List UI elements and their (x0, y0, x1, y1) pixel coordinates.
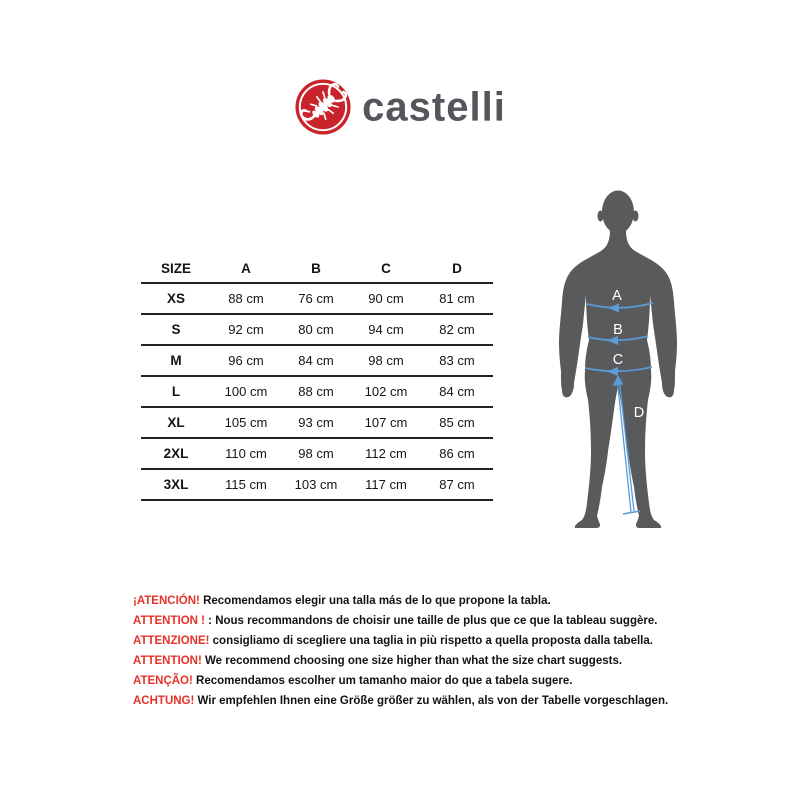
col-header-c: C (381, 261, 391, 276)
size-label: S (171, 322, 181, 337)
value-b: 98 cm (298, 446, 334, 461)
brand-wordmark: castelli (362, 84, 506, 130)
label-a: A (612, 288, 622, 304)
value-a: 96 cm (228, 353, 264, 368)
table-row (141, 408, 493, 439)
value-b: 103 cm (294, 477, 338, 492)
table-row (141, 439, 493, 470)
size-chart-table (141, 255, 493, 501)
warning-it-label: ATTENZIONE! (133, 635, 210, 647)
value-c: 98 cm (368, 353, 404, 368)
castelli-logo (0, 78, 800, 136)
warning-fr (133, 611, 713, 631)
size-label: M (170, 353, 182, 368)
value-b: 80 cm (298, 322, 334, 337)
table-row (141, 346, 493, 377)
warning-es (133, 591, 713, 611)
table-row (141, 377, 493, 408)
size-label: 3XL (163, 477, 189, 492)
warning-en (133, 651, 713, 671)
value-c: 102 cm (364, 384, 408, 399)
warning-de-label: ACHTUNG! (133, 695, 195, 707)
col-header-d: D (452, 261, 462, 276)
col-header-size: SIZE (160, 261, 191, 276)
value-b: 88 cm (298, 384, 334, 399)
warning-fr-label: ATTENTION ! (133, 615, 205, 627)
warning-fr-text: : Nous recommandons de choisir une taille de plus que ce que la tableau suggère. (204, 615, 658, 627)
value-b: 84 cm (298, 353, 334, 368)
size-label: XL (167, 415, 185, 430)
table-header-row (141, 255, 493, 284)
value-a: 92 cm (228, 322, 264, 337)
value-a: 115 cm (225, 477, 267, 492)
value-a: 105 cm (224, 415, 268, 430)
col-header-b: B (311, 261, 321, 276)
size-label: XS (166, 291, 185, 306)
size-label: L (171, 384, 181, 399)
scorpion-icon (294, 78, 352, 136)
size-label: 2XL (163, 446, 189, 461)
warning-es-text: Recomendamos elegir una talla más de lo que propone la tabla. (199, 595, 551, 607)
body-silhouette (550, 185, 730, 545)
warning-pt-text: Recomendamos escolher um tamanho maior do que a tabela sugere. (192, 675, 573, 687)
value-c: 112 cm (365, 446, 407, 461)
value-c: 107 cm (364, 415, 408, 430)
value-d: 87 cm (439, 477, 475, 492)
table-row (141, 470, 493, 501)
col-header-a: A (241, 261, 251, 276)
table-row (141, 315, 493, 346)
label-d: D (633, 405, 645, 421)
warning-it-text: consigliamo di scegliere una taglia in più rispetto a quella proposta dalla tabella. (209, 635, 653, 647)
warning-pt (133, 671, 713, 691)
value-a: 88 cm (228, 291, 264, 306)
value-c: 94 cm (368, 322, 404, 337)
warning-it (133, 631, 713, 651)
label-b: B (613, 322, 623, 338)
value-d: 85 cm (439, 415, 475, 430)
warning-notes (133, 591, 713, 711)
warning-en-text: We recommend choosing one size higher than what the size chart suggests. (201, 655, 623, 667)
value-d: 82 cm (439, 322, 475, 337)
value-c: 117 cm (365, 477, 407, 492)
value-a: 100 cm (224, 384, 268, 399)
value-d: 81 cm (439, 291, 475, 306)
label-c: C (612, 352, 624, 368)
value-d: 86 cm (439, 446, 475, 461)
table-row (141, 284, 493, 315)
value-d: 83 cm (439, 353, 475, 368)
value-d: 84 cm (439, 384, 475, 399)
warning-es-label: ¡ATENCIÓN! (133, 595, 200, 607)
warning-pt-label: ATENÇÃO! (133, 675, 193, 687)
warning-en-label: ATTENTION! (133, 655, 202, 667)
value-b: 93 cm (298, 415, 334, 430)
warning-de (133, 691, 713, 711)
value-c: 90 cm (368, 291, 404, 306)
body-measurement-figure (550, 185, 730, 545)
warning-de-text: Wir empfehlen Ihnen eine Größe größer zu wählen, als von der Tabelle vorgeschlagen. (194, 695, 669, 707)
value-a: 110 cm (225, 446, 267, 461)
value-b: 76 cm (298, 291, 334, 306)
